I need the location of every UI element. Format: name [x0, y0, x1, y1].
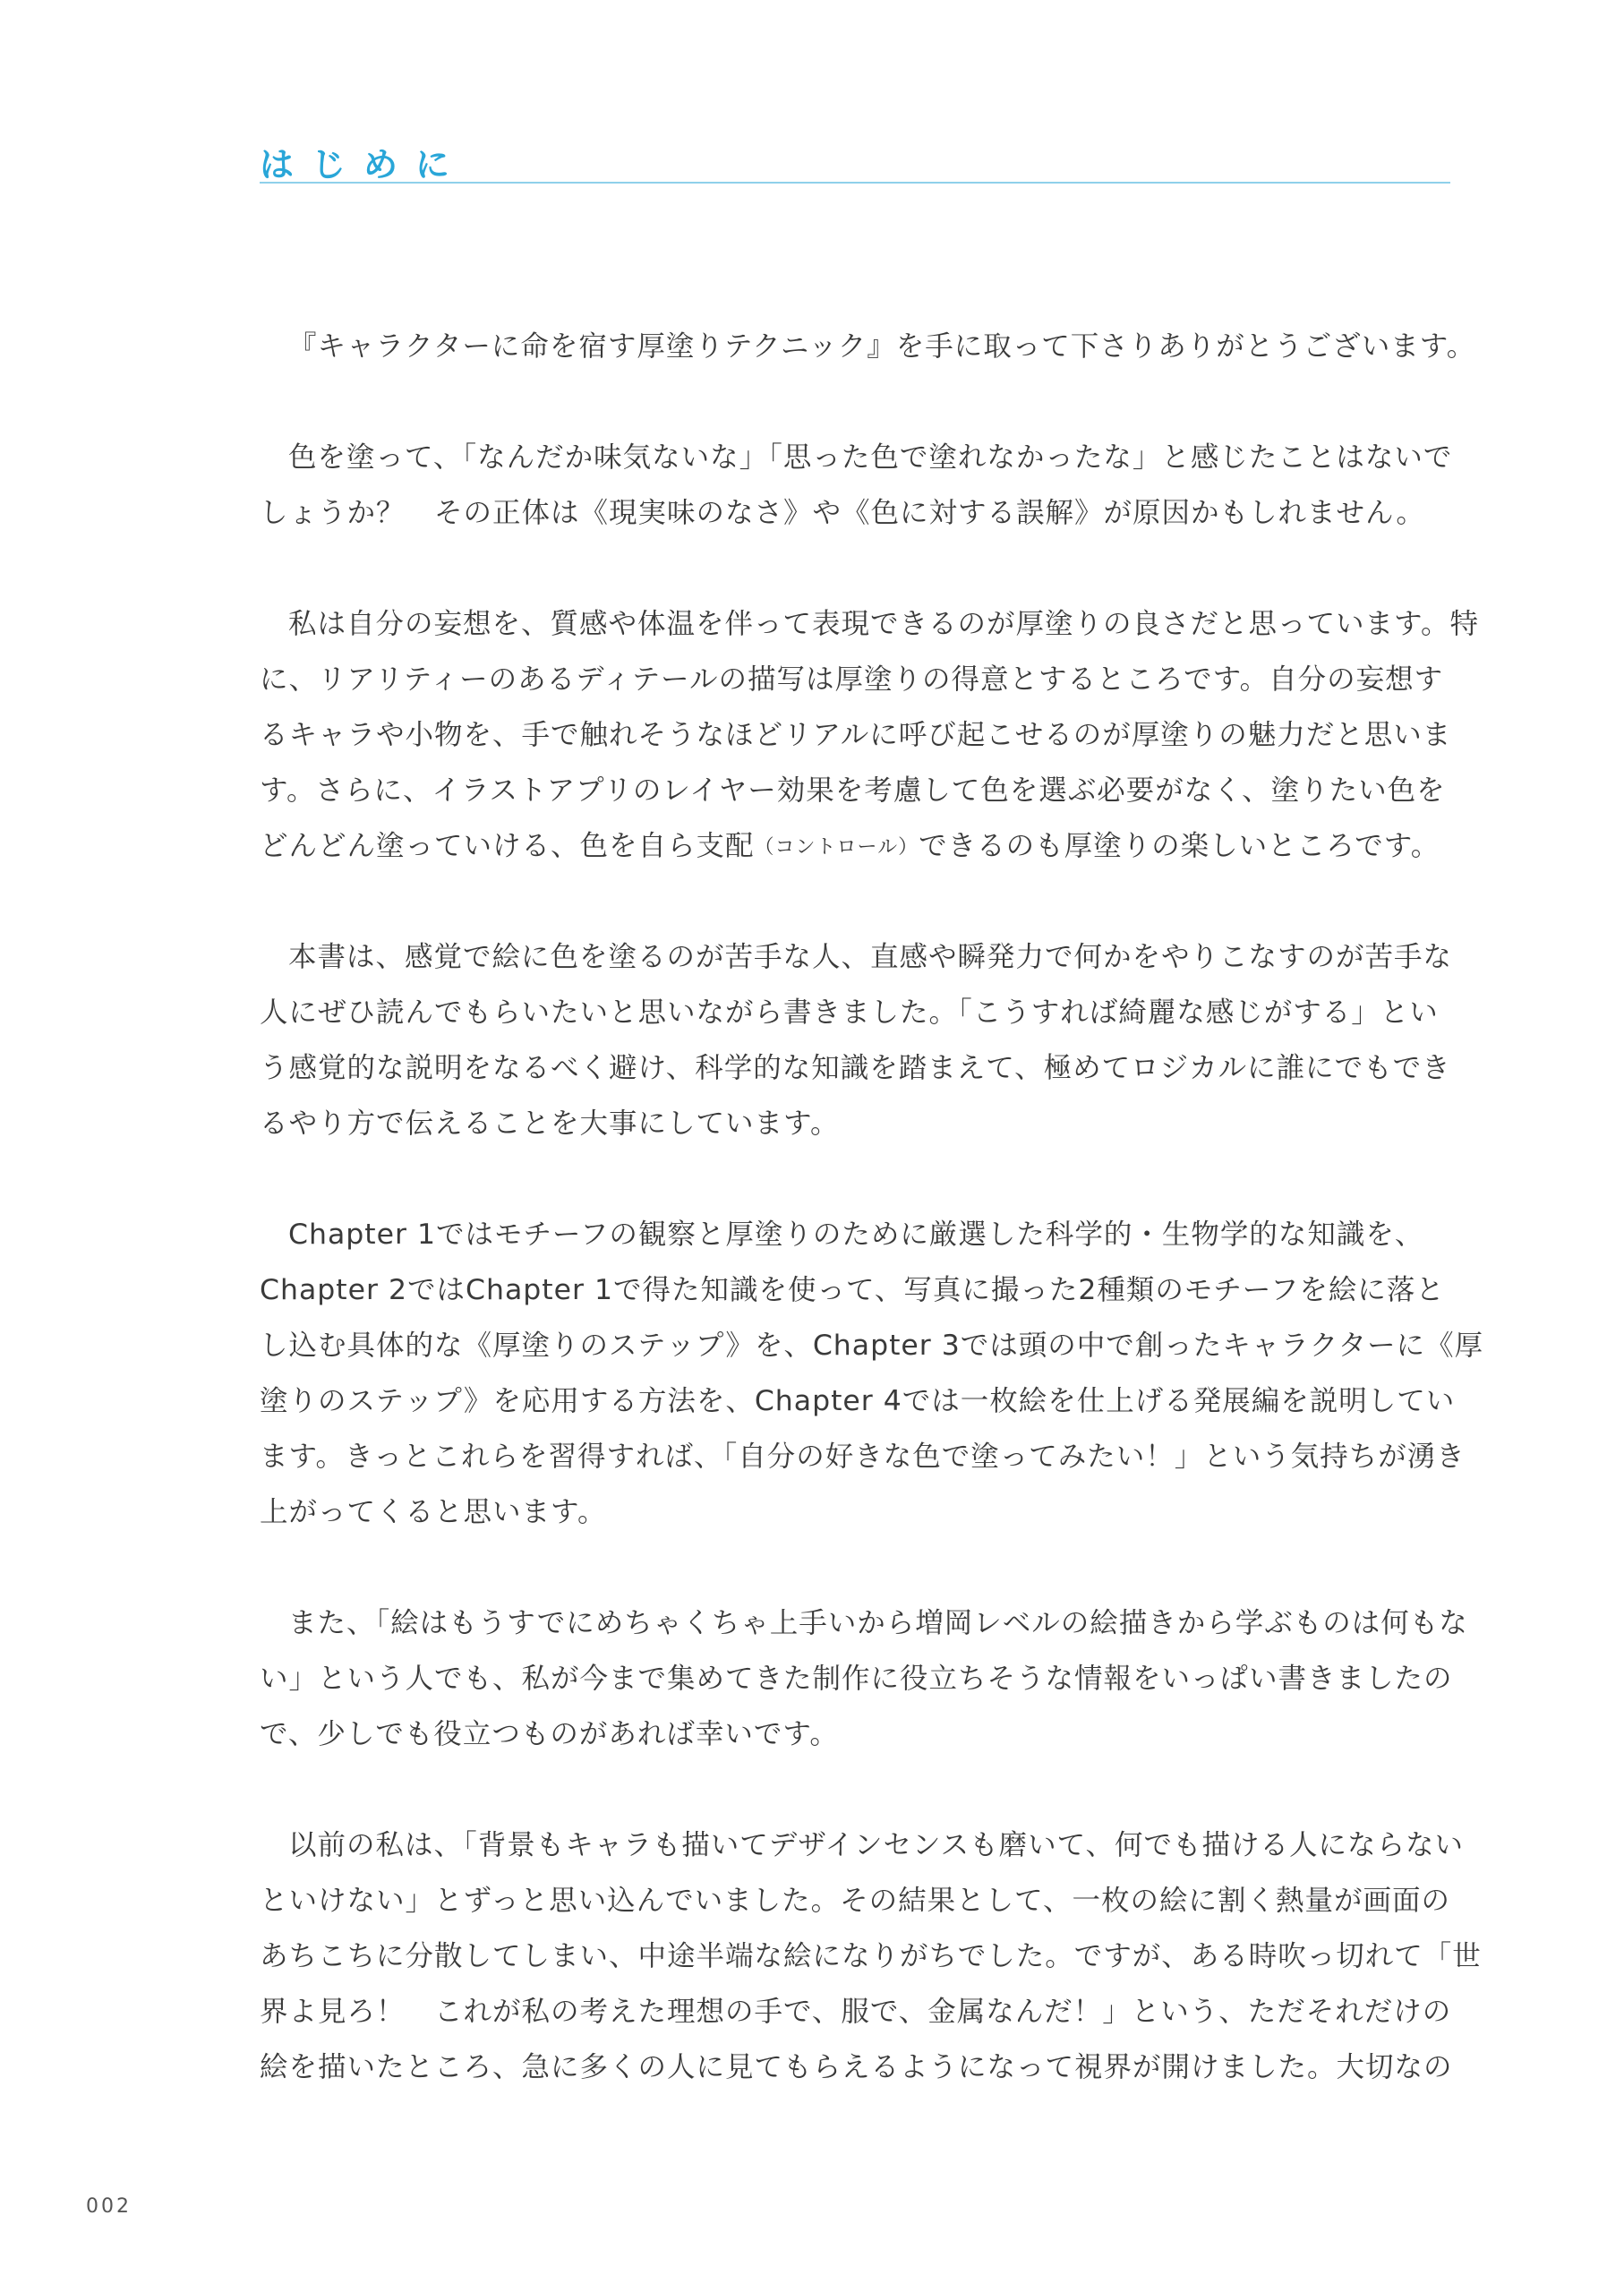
paragraph-3: [260, 596, 1479, 874]
text-line: ます。きっとこれらを習得すれば、「自分の好きな色で塗ってみたい！」という気持ちが湧き: [260, 1441, 1466, 1473]
text-line: で、少しでも役立つものがあれば幸いです。: [260, 1718, 839, 1750]
text-line: 上がってくると思います。: [260, 1496, 607, 1528]
paragraph-7: [260, 1817, 1482, 2095]
page-heading: はじめに: [260, 145, 468, 185]
paragraph-2: [260, 430, 1452, 541]
heading-divider: [260, 182, 1450, 184]
text-line: 絵を描いたところ、急に多くの人に見てもらえるようになって視界が開けました。大切なの: [260, 2051, 1453, 2083]
text-line: Chapter 2ではChapter 1で得た知識を使って、写真に撮った2種類のモチーフを絵に落と: [260, 1274, 1445, 1306]
text-line: るキャラや小物を、手で触れそうなほどリアルに呼び起こせるのが厚塗りの魅力だと思いま: [260, 719, 1452, 751]
text-line: [260, 818, 1452, 874]
ruby-annotation: （コントロール）: [754, 836, 919, 859]
text-line: 人にぜひ読んでもらいたいと思いながら書きました。「こうすれば綺麗な感じがする」とい: [260, 996, 1439, 1029]
page-number: 002: [86, 2195, 132, 2218]
text-line: Chapter 1ではモチーフの観察と厚塗りのために厳選した科学的・生物学的な知識を、: [288, 1219, 1424, 1251]
text-line: い」という人でも、私が今まで集めてきた制作に役立ちそうな情報をいっぱい書きましたの: [260, 1663, 1453, 1695]
text-line: しょうか？ その正体は《現実味のなさ》や《色に対する誤解》が原因かもしれません。: [260, 497, 1425, 529]
text-line: う感覚的な説明をなるべく避け、科学的な知識を踏まえて、極めてロジカルに誰にでもでき: [260, 1052, 1451, 1084]
text-line: 界よ見ろ！ これが私の考えた理想の手で、服で、金属なんだ！」という、ただそれだけの: [260, 1996, 1452, 2028]
text-line: し込む具体的な《厚塗りのステップ》を、Chapter 3では頭の中で創ったキャラクターに《厚: [260, 1330, 1484, 1362]
text-line: 塗りのステップ》を応用する方法を、Chapter 4では一枚絵を仕上げる発展編を説明してい: [260, 1385, 1456, 1417]
paragraph-6: [260, 1595, 1468, 1762]
text-line: また、「絵はもうすでにめちゃくちゃ上手いから増岡レベルの絵描きから学ぶものは何もな: [288, 1607, 1468, 1639]
text-line: るやり方で伝えることを大事にしています。: [260, 1108, 840, 1140]
text-line: 以前の私は、「背景もキャラも描いてデザインセンスも磨いて、何でも描ける人にならない: [288, 1829, 1464, 1861]
text-line: 私は自分の妄想を、質感や体温を伴って表現できるのが厚塗りの良さだと思っています。特: [288, 608, 1479, 640]
text-line: 色を塗って、「なんだか味気ないな」「思った色で塗れなかったな」と感じたことはないで: [288, 441, 1453, 474]
text-line: 本書は、感覚で絵に色を塗るのが苦手な人、直感や瞬発力で何かをやりこなすのが苦手な: [288, 941, 1453, 973]
text-line: といけない」とずっと思い込んでいました。その結果として、一枚の絵に割く熱量が画面の: [260, 1885, 1450, 1917]
paragraph-5: [260, 1207, 1484, 1540]
text-line: す。さらに、イラストアプリのレイヤー効果を考慮して色を選ぶ必要がなく、塗りたい色を: [260, 774, 1446, 807]
text-line: に、リアリティーのあるディテールの描写は厚塗りの得意とするところです。自分の妄想す: [260, 663, 1444, 696]
text-segment: できるのも厚塗りの楽しいところです。: [919, 830, 1440, 862]
body-text: [260, 319, 1484, 2151]
paragraph-1: [260, 319, 1476, 374]
text-line: 『キャラクターに命を宿す厚塗りテクニック』を手に取って下さりありがとうございます。: [288, 330, 1476, 363]
paragraph-4: [260, 929, 1452, 1151]
text-segment: どんどん塗っていける、色を自ら支配: [260, 830, 755, 862]
text-line: あちこちに分散してしまい、中途半端な絵になりがちでした。ですが、ある時吹っ切れて「世: [260, 1940, 1482, 1972]
